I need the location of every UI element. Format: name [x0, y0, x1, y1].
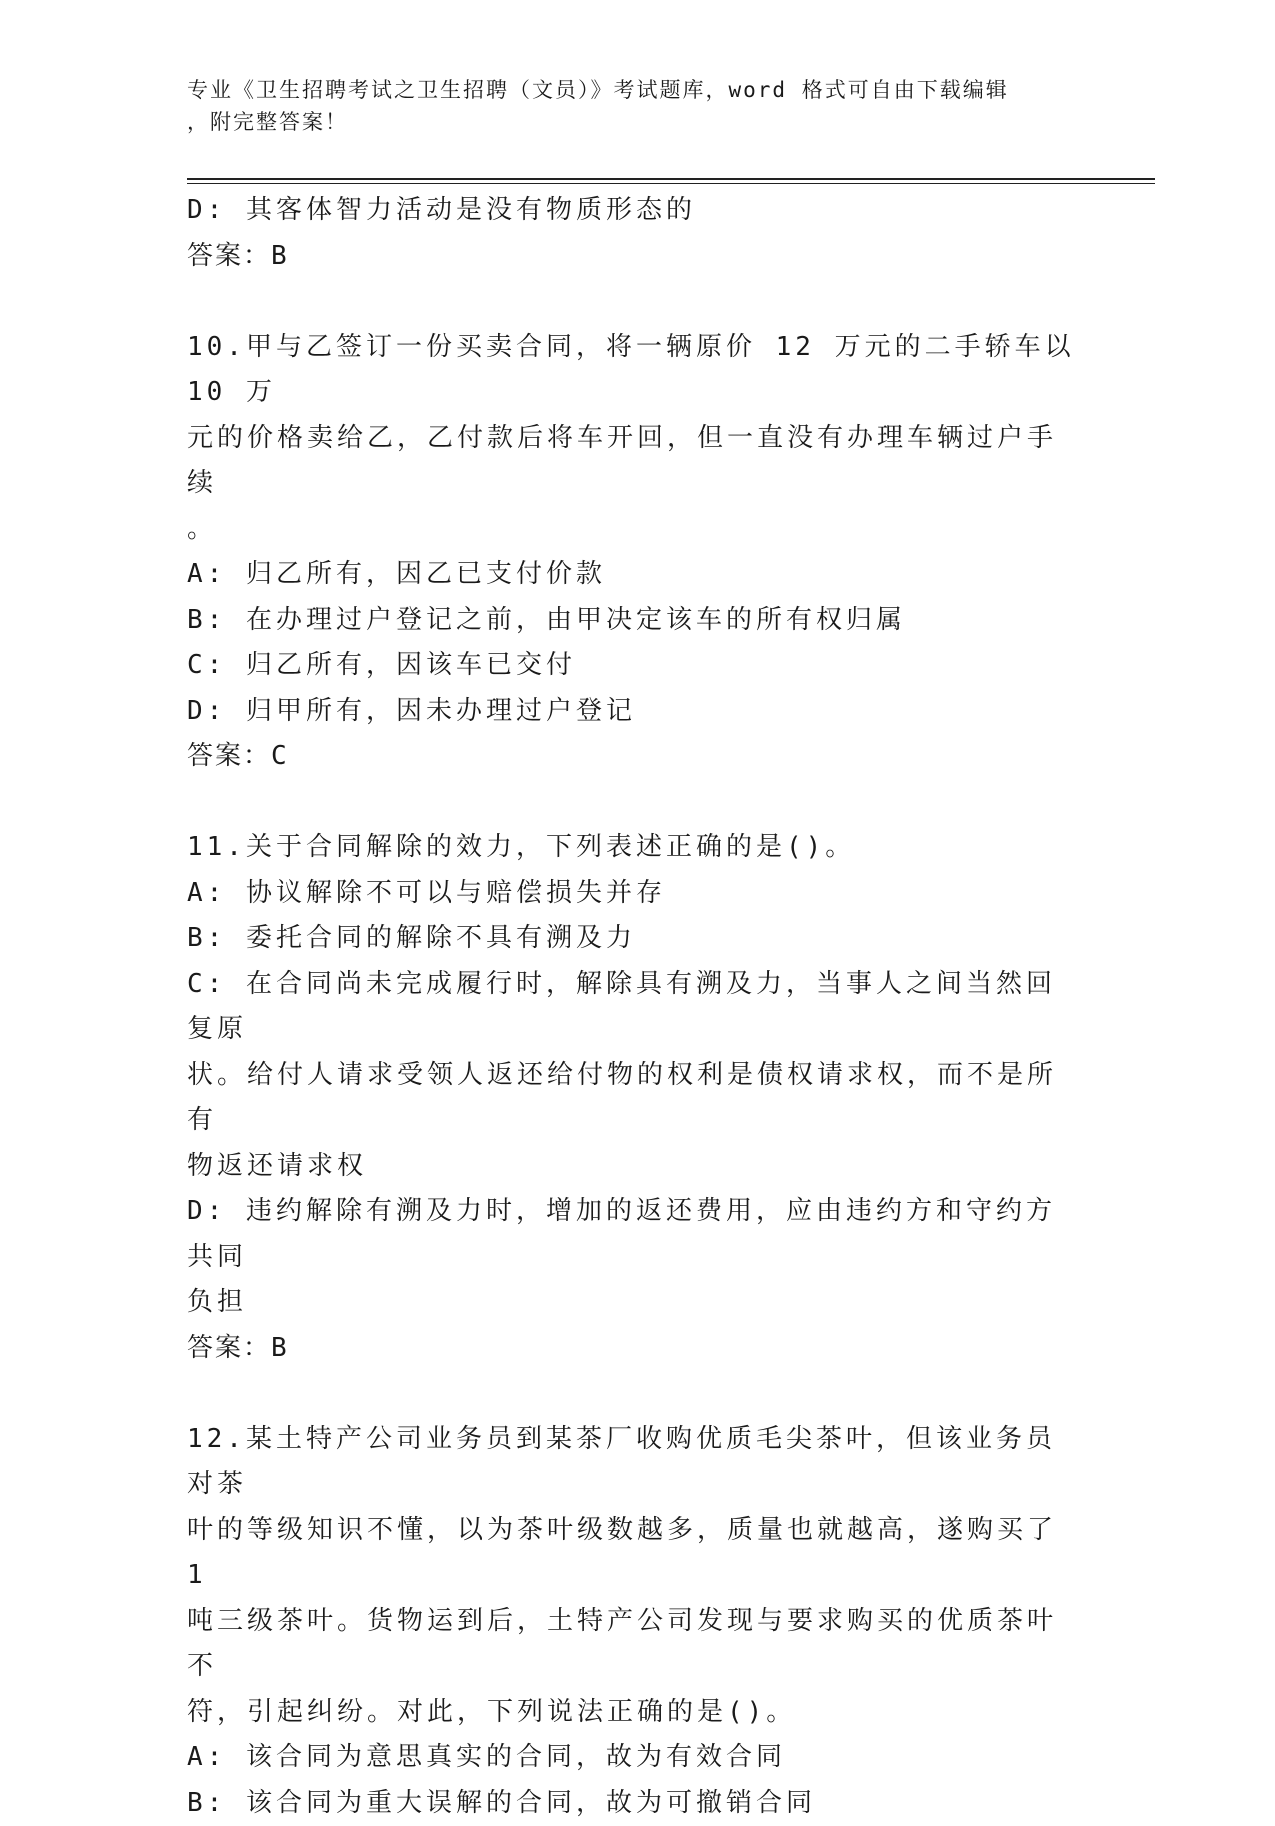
option-b: B: 在办理过户登记之前，由甲决定该车的所有权归属	[187, 598, 1077, 644]
spacer	[187, 780, 1077, 826]
question-stem: 11.关于合同解除的效力，下列表述正确的是()。	[187, 825, 1077, 871]
spacer	[187, 1371, 1077, 1417]
option-b: B: 委托合同的解除不具有溯及力	[187, 916, 1077, 962]
question-11	[187, 825, 1077, 1371]
option-d-line: D: 违约解除有溯及力时，增加的返还费用，应由违约方和守约方共同	[187, 1189, 1077, 1280]
option-c: C: 归乙所有，因该车已交付	[187, 643, 1077, 689]
option-a: A: 协议解除不可以与赔偿损失并存	[187, 871, 1077, 917]
answer-line: 答案：B	[187, 1326, 1077, 1372]
option-c-line: 状。给付人请求受领人返还给付物的权利是债权请求权，而不是所有	[187, 1053, 1077, 1144]
option-c-line: C: 在合同尚未完成履行时，解除具有溯及力，当事人之间当然回复原	[187, 962, 1077, 1053]
option-c-line: 物返还请求权	[187, 1144, 1077, 1190]
question-stem-line: 10.甲与乙签订一份买卖合同，将一辆原价 12 万元的二手轿车以 10 万	[187, 325, 1077, 416]
question-stem-line: 。	[187, 507, 1077, 553]
option-a: A: 归乙所有，因乙已支付价款	[187, 552, 1077, 598]
answer-line: 答案：C	[187, 734, 1077, 780]
spacer	[187, 279, 1077, 325]
question-stem-line: 符，引起纠纷。对此，下列说法正确的是()。	[187, 1690, 1077, 1736]
prev-question	[187, 188, 1077, 279]
option-a: A: 该合同为意思真实的合同，故为有效合同	[187, 1735, 1077, 1781]
question-stem-line: 吨三级茶叶。货物运到后，土特产公司发现与要求购买的优质茶叶不	[187, 1599, 1077, 1690]
answer-line: 答案：B	[187, 234, 1077, 280]
header-line-1: 专业《卫生招聘考试之卫生招聘（文员）》考试题库，word 格式可自由下载编辑	[187, 74, 1067, 106]
option-d: D: 其客体智力活动是没有物质形态的	[187, 188, 1077, 234]
header-divider-thick	[187, 178, 1155, 180]
question-stem-line: 12.某土特产公司业务员到某茶厂收购优质毛尖茶叶，但该业务员对茶	[187, 1417, 1077, 1508]
header-line-2: ，附完整答案！	[187, 106, 1067, 138]
question-10	[187, 325, 1077, 780]
question-stem-line: 元的价格卖给乙，乙付款后将车开回，但一直没有办理车辆过户手续	[187, 416, 1077, 507]
question-12	[187, 1417, 1077, 1826]
question-content	[187, 188, 1077, 1826]
header-divider-thin	[187, 183, 1155, 184]
document-header	[187, 74, 1067, 138]
question-stem-line: 叶的等级知识不懂，以为茶叶级数越多，质量也就越高，遂购买了 1	[187, 1508, 1077, 1599]
option-d-line: 负担	[187, 1280, 1077, 1326]
option-d: D: 归甲所有，因未办理过户登记	[187, 689, 1077, 735]
option-b: B: 该合同为重大误解的合同，故为可撤销合同	[187, 1781, 1077, 1826]
